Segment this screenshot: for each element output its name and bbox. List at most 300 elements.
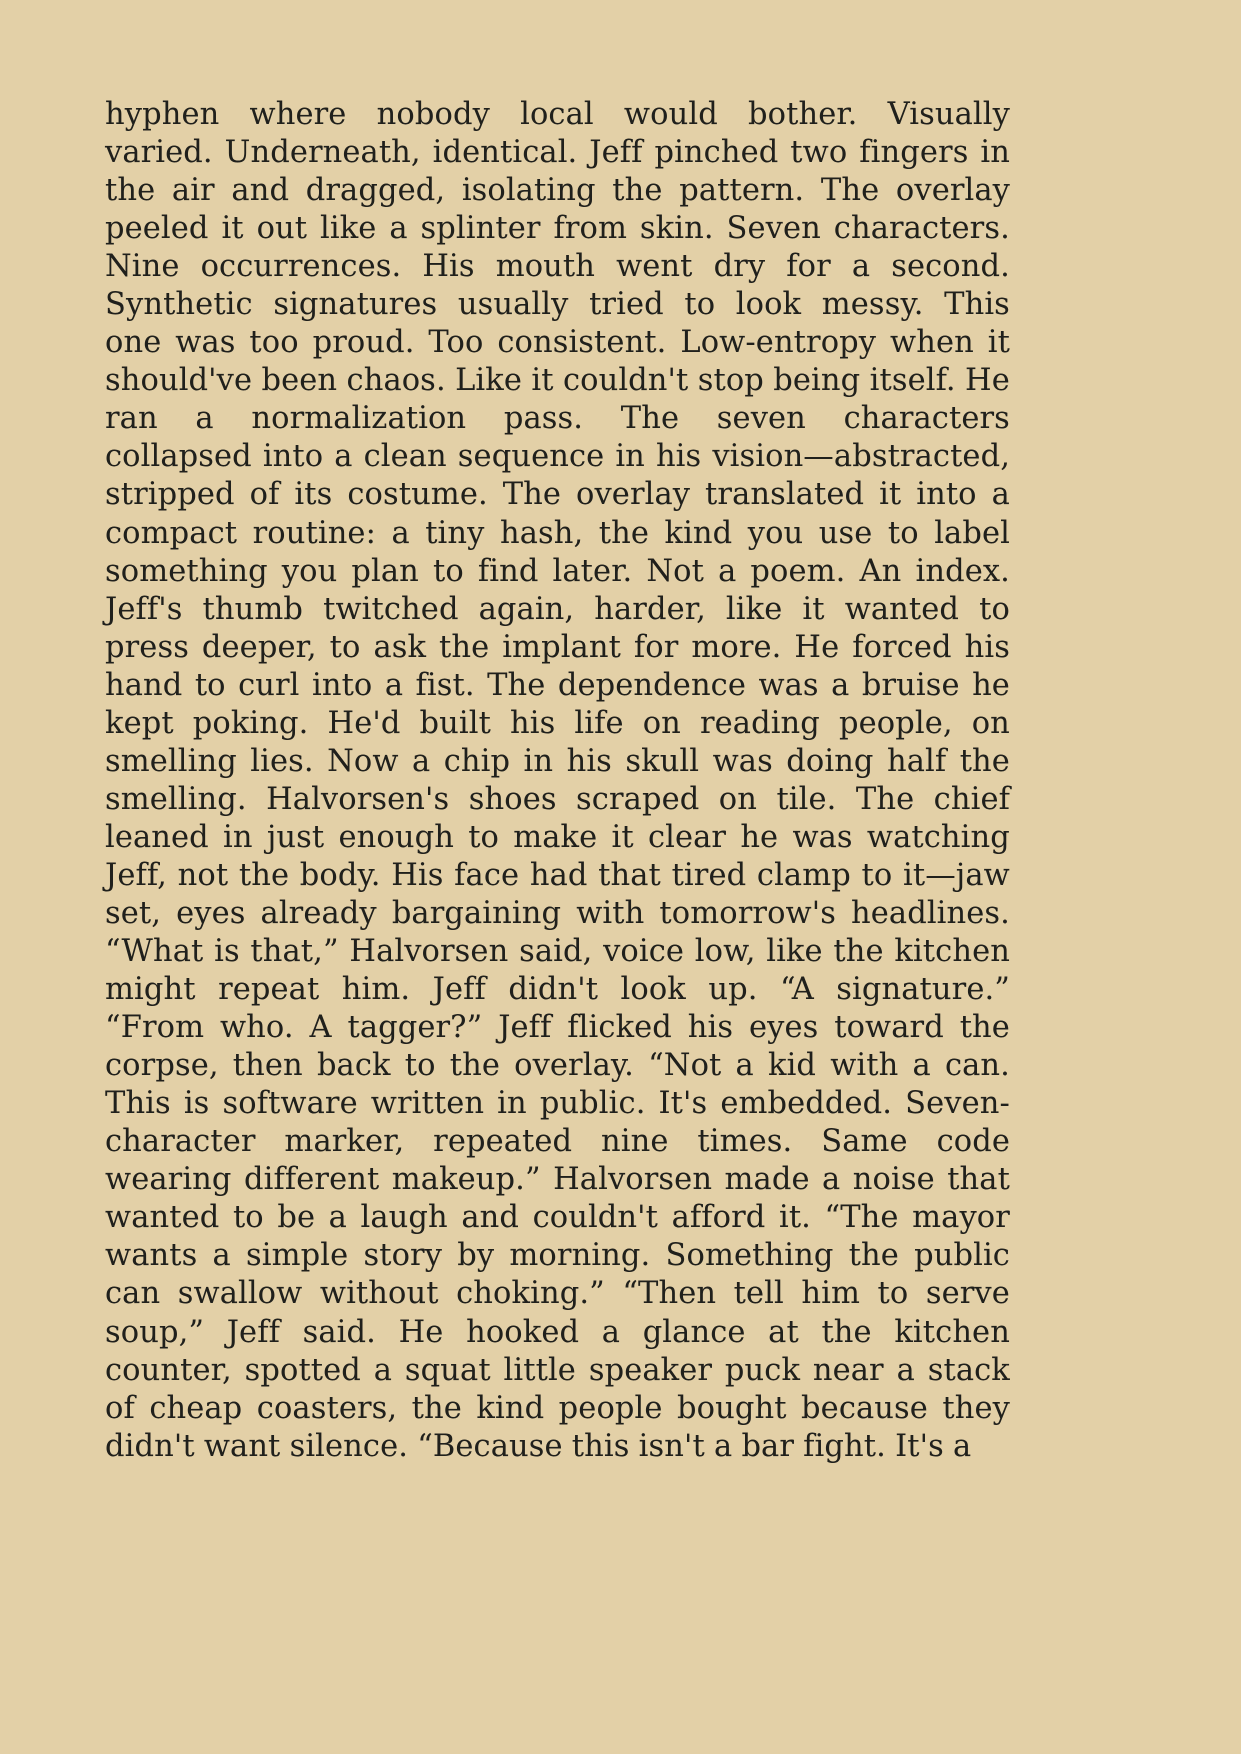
word: to xyxy=(468,819,500,855)
word: later. xyxy=(552,553,633,589)
text-line xyxy=(105,553,1010,591)
word: poem. xyxy=(750,553,846,589)
word: without xyxy=(319,1276,439,1312)
word: bargaining xyxy=(391,895,562,931)
word: his xyxy=(655,439,702,475)
text-line xyxy=(105,819,1010,857)
word: collapsed xyxy=(105,439,252,475)
word: Jeff xyxy=(432,972,486,1008)
word: swallow xyxy=(177,1276,303,1312)
word: dependence xyxy=(557,667,747,703)
word: it—jaw xyxy=(903,857,1010,893)
text-line xyxy=(105,134,1010,172)
word: the xyxy=(449,1048,500,1084)
word: Underneath, xyxy=(224,135,421,171)
word: a xyxy=(384,667,404,703)
word: is xyxy=(183,1086,210,1122)
word: speaker xyxy=(588,1352,713,1388)
word: would xyxy=(623,97,718,132)
text-line xyxy=(105,1275,1010,1313)
word: isolating xyxy=(461,173,596,209)
word: It's xyxy=(895,1428,944,1464)
word: marker, xyxy=(284,1124,405,1160)
word: a xyxy=(952,1428,972,1464)
word: bar xyxy=(741,1428,795,1464)
text-line xyxy=(105,1314,1010,1352)
word: a xyxy=(212,1238,231,1274)
word: more. xyxy=(691,629,782,665)
word: doing xyxy=(786,743,874,779)
word: serve xyxy=(925,1276,1010,1312)
word: local xyxy=(520,97,594,132)
text-line xyxy=(105,324,1010,362)
word: stack xyxy=(927,1352,1010,1388)
word: can xyxy=(105,1276,161,1312)
word: just xyxy=(266,819,325,855)
word: Jeff xyxy=(498,1010,552,1046)
word: Halvorsen xyxy=(349,934,509,970)
word: back xyxy=(316,1048,391,1084)
word: that xyxy=(947,1162,1010,1198)
word: a xyxy=(718,553,737,589)
word: want xyxy=(203,1428,281,1464)
word: on xyxy=(642,705,681,741)
word: kitchen xyxy=(894,1314,1010,1350)
text-line xyxy=(105,667,1010,705)
word: Visually xyxy=(887,97,1010,132)
word: kid xyxy=(767,1048,817,1084)
word: Halvorsen xyxy=(553,1162,713,1198)
word: code xyxy=(936,1124,1010,1160)
word: been xyxy=(261,363,338,399)
word: said. xyxy=(302,1314,376,1350)
word: index. xyxy=(915,553,1010,589)
word: ask xyxy=(373,629,427,665)
word: label xyxy=(934,515,1010,551)
word: pattern. xyxy=(679,173,805,209)
word: they xyxy=(942,1390,1010,1426)
word: forced xyxy=(852,629,952,665)
word: The xyxy=(487,667,546,703)
word: look xyxy=(735,287,802,323)
word: curl xyxy=(238,667,300,703)
word: to xyxy=(432,553,464,589)
word: not xyxy=(177,857,229,893)
text-line xyxy=(105,172,1010,210)
word: silence. xyxy=(289,1428,409,1464)
word: public xyxy=(914,1238,1010,1274)
word: kitchen xyxy=(894,934,1010,970)
word: The xyxy=(620,401,680,437)
word: it xyxy=(879,477,902,513)
word: set, xyxy=(105,895,162,931)
word: in xyxy=(497,1086,527,1122)
word: had xyxy=(529,857,588,893)
word: a xyxy=(412,743,431,779)
word: cheap xyxy=(149,1390,243,1426)
word: Not xyxy=(646,553,704,589)
word: shoes xyxy=(468,781,557,817)
word: the xyxy=(238,857,290,893)
word: fingers xyxy=(859,135,969,171)
text-line xyxy=(105,1428,1010,1466)
word: it xyxy=(531,363,554,399)
word: to xyxy=(684,287,716,323)
word: isn't xyxy=(638,1428,705,1464)
word: Synthetic xyxy=(105,287,253,323)
text-line xyxy=(105,1237,1010,1275)
word: He xyxy=(398,1314,444,1350)
word: up. xyxy=(708,972,758,1008)
word: identical. xyxy=(432,135,578,171)
word: is xyxy=(214,934,240,970)
word: a xyxy=(991,477,1010,513)
word: might xyxy=(105,972,196,1008)
word: his xyxy=(964,629,1010,665)
word: toward xyxy=(834,1010,944,1046)
word: people xyxy=(558,1390,663,1426)
word: sequence xyxy=(457,439,605,475)
word: He xyxy=(794,629,840,665)
word: routine: xyxy=(252,515,376,551)
word: An xyxy=(859,553,902,589)
word: its xyxy=(294,477,333,513)
word: smelling xyxy=(105,743,237,779)
word: Jeff xyxy=(226,1314,280,1350)
word: where xyxy=(249,97,347,132)
word: eyes xyxy=(748,1010,819,1046)
word: low, xyxy=(694,934,756,970)
word: characters. xyxy=(833,211,1010,247)
word: a xyxy=(373,1352,393,1388)
word: into xyxy=(262,439,324,475)
word: headlines. xyxy=(851,895,1010,931)
word: hooked xyxy=(466,1314,580,1350)
word: different xyxy=(243,1162,380,1198)
word: wants xyxy=(105,1238,198,1274)
text-line xyxy=(105,591,1010,629)
word: out xyxy=(256,211,308,247)
word: the xyxy=(833,934,884,970)
word: it xyxy=(987,325,1010,361)
word: coasters, xyxy=(256,1390,398,1426)
word: repeated xyxy=(433,1124,573,1160)
word: This xyxy=(105,1086,171,1122)
word: the xyxy=(959,1010,1010,1046)
word: that xyxy=(598,857,661,893)
text-line xyxy=(105,1123,1010,1161)
word: leaned xyxy=(105,819,209,855)
text-line xyxy=(105,1085,1010,1123)
word: thumb xyxy=(202,591,304,627)
word: fight. xyxy=(803,1428,886,1464)
word: it xyxy=(221,211,244,247)
word: splinter xyxy=(420,211,541,247)
word: should've xyxy=(105,363,253,399)
word: to xyxy=(861,857,893,893)
text-line xyxy=(105,1009,1010,1047)
word: that,” xyxy=(250,934,339,970)
word: character xyxy=(105,1124,256,1160)
word: normalization xyxy=(251,401,467,437)
word: It's xyxy=(658,1086,708,1122)
word: His xyxy=(422,249,475,285)
word: puck xyxy=(724,1352,801,1388)
word: clamp xyxy=(756,857,851,893)
word: it xyxy=(802,591,825,627)
text-line xyxy=(105,857,1010,895)
word: characters xyxy=(843,401,1010,437)
word: wanted xyxy=(105,1200,220,1236)
word: the xyxy=(959,743,1010,779)
word: eyes xyxy=(176,895,246,931)
word: a xyxy=(391,515,410,551)
word: kept xyxy=(105,705,174,741)
word: when xyxy=(890,325,974,361)
word: a xyxy=(831,667,850,703)
word: “Because xyxy=(417,1428,563,1464)
word: “The xyxy=(824,1200,899,1236)
word: overlay. xyxy=(514,1048,634,1084)
word: dragged, xyxy=(305,173,446,209)
word: The xyxy=(820,173,880,209)
word: He xyxy=(965,363,1010,399)
word: people, xyxy=(838,705,953,741)
word: near xyxy=(812,1352,884,1388)
text-line xyxy=(105,248,1010,286)
word: itself. xyxy=(869,363,956,399)
word: occurrences. xyxy=(200,249,402,285)
word: half xyxy=(886,743,947,779)
word: “Then xyxy=(622,1276,717,1312)
word: built xyxy=(419,705,491,741)
text-line xyxy=(105,400,1010,438)
word: costume. xyxy=(347,477,488,513)
text-line xyxy=(105,933,1010,971)
word: to xyxy=(329,629,361,665)
word: hyphen xyxy=(105,97,220,132)
word: two xyxy=(790,135,848,171)
word: dry xyxy=(713,249,766,285)
word: bother. xyxy=(748,97,858,132)
body-text-column xyxy=(105,96,1010,1466)
word: a xyxy=(601,1314,621,1350)
word: nobody xyxy=(376,97,490,132)
word: for xyxy=(786,249,831,285)
word: voice xyxy=(603,934,685,970)
word: with xyxy=(576,895,645,931)
word: the xyxy=(411,1390,462,1426)
word: like xyxy=(320,211,377,247)
word: of xyxy=(249,477,280,513)
word: was xyxy=(712,743,773,779)
text-line xyxy=(105,1161,1010,1199)
word: hand xyxy=(105,667,183,703)
word: his xyxy=(510,705,556,741)
word: bruise xyxy=(861,667,960,703)
text-line xyxy=(105,438,1010,476)
word: wearing xyxy=(105,1162,232,1198)
word: chip xyxy=(443,743,511,779)
word: tagger?” xyxy=(347,1010,483,1046)
word: in xyxy=(980,135,1010,171)
word: Too xyxy=(428,325,484,361)
word: who. xyxy=(219,1010,294,1046)
word: a xyxy=(851,249,871,285)
word: in xyxy=(523,743,554,779)
word: pinched xyxy=(654,135,779,171)
word: on xyxy=(971,705,1010,741)
word: noise xyxy=(852,1162,935,1198)
word: in xyxy=(223,819,253,855)
word: too xyxy=(249,325,299,361)
word: fist. xyxy=(415,667,475,703)
word: one xyxy=(105,325,162,361)
word: a xyxy=(389,211,408,247)
word: body. xyxy=(299,857,381,893)
word: choking.” xyxy=(456,1276,605,1312)
word: clear xyxy=(647,819,727,855)
word: a xyxy=(328,1200,347,1236)
word: face xyxy=(454,857,520,893)
word: Halvorsen's xyxy=(266,781,450,817)
word: press xyxy=(105,629,189,665)
text-line xyxy=(105,971,1010,1009)
word: Jeff, xyxy=(105,857,167,893)
word: was xyxy=(758,667,819,703)
word: in xyxy=(615,439,645,475)
word: was xyxy=(175,325,236,361)
word: him. xyxy=(341,972,411,1008)
word: afford xyxy=(671,1200,766,1236)
word: flicked xyxy=(567,1010,672,1046)
word: to xyxy=(194,667,226,703)
word: hash, xyxy=(499,515,584,551)
word: morning. xyxy=(509,1238,651,1274)
word: Seven- xyxy=(905,1086,1010,1122)
word: squat xyxy=(404,1352,491,1388)
word: Nine xyxy=(105,249,180,285)
word: chaos. xyxy=(346,363,446,399)
word: for xyxy=(633,629,679,665)
text-line xyxy=(105,1390,1010,1428)
word: to xyxy=(887,515,919,551)
text-line xyxy=(105,1047,1010,1085)
text-line xyxy=(105,1199,1010,1237)
word: to xyxy=(877,1276,909,1312)
word: the xyxy=(598,515,650,551)
word: corpse, xyxy=(105,1048,219,1084)
word: his xyxy=(687,1010,734,1046)
word: said, xyxy=(519,934,593,970)
word: like xyxy=(766,934,823,970)
word: His xyxy=(391,857,444,893)
word: find xyxy=(477,553,539,589)
word: little xyxy=(503,1352,576,1388)
word: the xyxy=(105,173,156,209)
word: a xyxy=(735,1048,754,1084)
word: chief xyxy=(933,781,1010,817)
text-line xyxy=(105,781,1010,819)
word: stop xyxy=(697,363,764,399)
word: kind xyxy=(664,515,733,551)
word: software xyxy=(222,1086,358,1122)
word: wanted xyxy=(844,591,960,627)
word: be xyxy=(277,1200,316,1236)
word: and xyxy=(231,173,290,209)
word: twitched xyxy=(323,591,459,627)
word: deeper, xyxy=(201,629,317,665)
word: didn't xyxy=(508,972,599,1008)
word: embedded. xyxy=(720,1086,893,1122)
word: tomorrow's xyxy=(659,895,836,931)
word: then xyxy=(232,1048,303,1084)
word: the xyxy=(439,629,490,665)
text-line xyxy=(105,515,1010,553)
word: laugh xyxy=(360,1200,448,1236)
word: makeup.” xyxy=(391,1162,541,1198)
word: Seven xyxy=(726,211,821,247)
word: use xyxy=(818,515,873,551)
word: public. xyxy=(539,1086,646,1122)
word: made xyxy=(724,1162,810,1198)
word: kind xyxy=(476,1390,545,1426)
word: nine xyxy=(601,1124,669,1160)
word: didn't xyxy=(105,1428,195,1464)
word: poking. xyxy=(192,705,309,741)
word: written xyxy=(370,1086,485,1122)
word: tired xyxy=(671,857,747,893)
word: with xyxy=(830,1048,899,1084)
word: life xyxy=(574,705,624,741)
word: again, xyxy=(478,591,575,627)
word: tried xyxy=(589,287,664,323)
word: usually xyxy=(457,287,569,323)
word: scraped xyxy=(576,781,700,817)
word: simple xyxy=(246,1238,349,1274)
word: skull xyxy=(625,743,700,779)
word: being xyxy=(773,363,861,399)
word: the xyxy=(821,1314,872,1350)
word: the xyxy=(848,1238,899,1274)
word: peeled xyxy=(105,211,209,247)
word: mayor xyxy=(912,1200,1010,1236)
word: pass. xyxy=(503,401,584,437)
word: a xyxy=(195,401,214,437)
word: you xyxy=(281,553,338,589)
word: it xyxy=(611,819,634,855)
word: him xyxy=(801,1276,860,1312)
word: proud. xyxy=(312,325,415,361)
word: signatures xyxy=(273,287,438,323)
word: enough xyxy=(338,819,454,855)
text-line xyxy=(105,286,1010,324)
word: a xyxy=(896,1352,915,1388)
word: went xyxy=(616,249,693,285)
word: repeat xyxy=(218,972,320,1008)
word: a xyxy=(822,1162,841,1198)
word: overlay xyxy=(576,477,691,513)
word: glance xyxy=(642,1314,746,1350)
word: This xyxy=(944,287,1010,323)
word: you xyxy=(747,515,804,551)
word: harder, xyxy=(594,591,706,627)
word: by xyxy=(457,1238,495,1274)
word: mouth xyxy=(495,249,596,285)
word: The xyxy=(855,781,915,817)
word: messy. xyxy=(821,287,924,323)
word: air xyxy=(171,173,215,209)
